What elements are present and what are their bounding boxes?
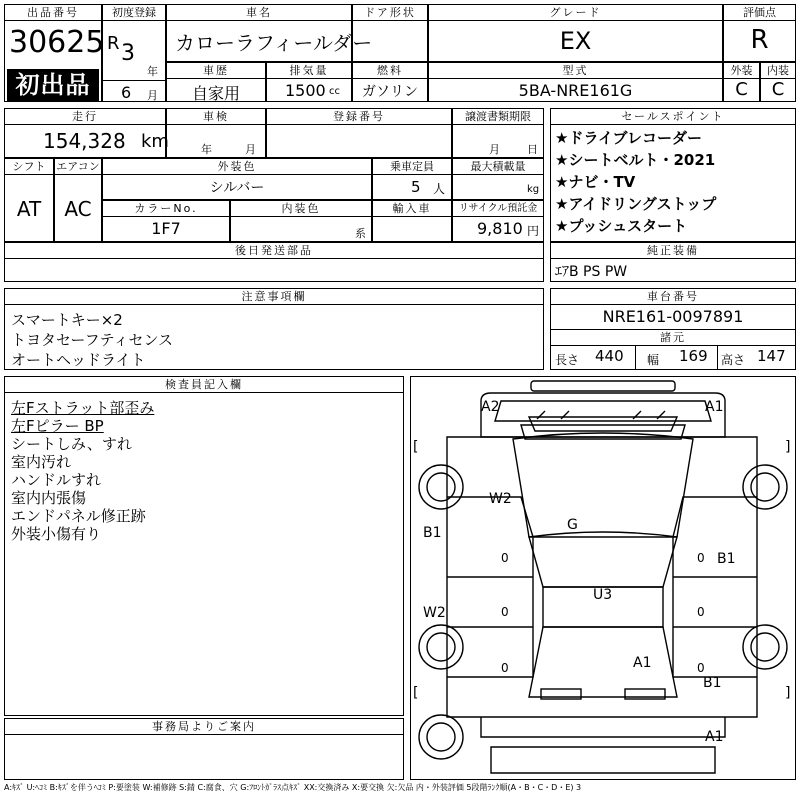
recycle-cell: [452, 200, 544, 242]
diagram-zero: 0: [697, 605, 705, 619]
fuel-label: 燃料: [353, 63, 427, 79]
car-name-cell: [166, 4, 373, 62]
aircon-value: AC: [64, 197, 92, 221]
door-cell: [352, 4, 428, 62]
car-name-label: 車名: [167, 5, 351, 21]
fuel-value: ガソリン: [362, 84, 418, 100]
sales-points-cell: [550, 108, 796, 242]
diagram-mark: A2: [481, 399, 500, 415]
exterior-label: 外装: [724, 63, 759, 79]
capacity-cell: [372, 158, 452, 200]
score-value: R: [750, 25, 769, 55]
diagram-mark: W2: [423, 605, 446, 621]
diagram-mark: B1: [423, 525, 442, 541]
inspection-cell: [166, 108, 266, 158]
model-cell: [428, 62, 723, 102]
grade-value: EX: [559, 27, 592, 55]
bracket-right: ]: [785, 685, 791, 701]
score-label: 評価点: [724, 5, 795, 21]
lot-cell: [4, 4, 105, 102]
score-cell: [723, 4, 796, 62]
displacement-unit: cc: [329, 86, 340, 97]
car-name: カローラフィールダー: [175, 31, 373, 55]
office-cell: [4, 718, 404, 780]
diagram-zero: 0: [501, 661, 509, 675]
diagram-zero: 0: [501, 551, 509, 565]
notes-cell: [4, 288, 544, 370]
max-load-cell: [452, 158, 544, 200]
reg-year: 3: [121, 41, 135, 66]
capacity-value: 5: [411, 178, 421, 196]
car-outline: [411, 377, 795, 779]
mileage-label: 走行: [5, 109, 165, 125]
fuel-cell: [352, 62, 428, 102]
inspector-cell: [4, 376, 404, 716]
int-color-label: 内装色: [231, 201, 371, 217]
inspection-month: 月: [245, 143, 256, 156]
grade-cell: [428, 4, 723, 62]
sales-point-item: ★ナビ・TV: [555, 173, 636, 191]
genuine-label: 純正装備: [551, 243, 795, 259]
max-load-unit: kg: [527, 184, 540, 195]
length-label: 長さ: [555, 353, 580, 367]
int-color-unit: 系: [355, 227, 366, 240]
sales-point-item: ★アイドリングストップ: [555, 195, 717, 213]
sales-point-item: ★プッシュスタート: [555, 217, 688, 235]
ext-color-cell: [102, 158, 372, 200]
displacement-label: 排気量: [267, 63, 351, 79]
inspector-label: 検査員記入欄: [5, 377, 403, 393]
sales-point-item: ★ドライブレコーダー: [555, 129, 702, 147]
import-cell: [372, 200, 452, 242]
lot-label: 出品番号: [5, 5, 101, 21]
height-value: 147: [757, 347, 786, 365]
chassis-label: 車台番号: [551, 289, 795, 305]
later-parts-label: 後日発送部品: [5, 243, 543, 259]
history-label: 車歴: [167, 63, 265, 79]
diagram-mark: W2: [489, 491, 512, 507]
reg-month-unit: 月: [147, 89, 158, 102]
later-parts-cell: [4, 242, 544, 282]
diagram-mark: B1: [717, 551, 736, 567]
shift-label: シフト: [5, 159, 53, 175]
inspector-line: 室内汚れ: [11, 453, 72, 471]
int-color-cell: [230, 200, 372, 242]
dims-label: 諸元: [551, 329, 795, 346]
inspector-line: 左Fストラット部歪み: [11, 399, 155, 417]
notes-line: スマートキー×2: [11, 311, 123, 329]
capacity-unit: 人: [433, 182, 446, 196]
reg-year-unit: 年: [147, 65, 158, 78]
exterior-value: C: [735, 79, 748, 100]
exterior-cell: [723, 62, 760, 102]
bracket-right: ]: [785, 439, 791, 455]
color-no-cell: [102, 200, 230, 242]
interior-value: C: [771, 79, 785, 100]
diagram-mark: A1: [633, 655, 652, 671]
transfer-day: 日: [527, 143, 538, 156]
chassis-value: NRE161-0097891: [602, 307, 744, 326]
max-load-label: 最大積載量: [453, 159, 543, 175]
sales-points-label: セールスポイント: [551, 109, 795, 125]
notes-line: オートヘッドライト: [11, 351, 146, 369]
transfer-cell: [452, 108, 544, 158]
inspection-year: 年: [201, 143, 212, 156]
mileage-unit: km: [141, 131, 169, 152]
bracket-left: [: [413, 685, 419, 701]
ext-color-label: 外装色: [103, 159, 371, 175]
model-label: 型式: [429, 63, 722, 79]
color-no-value: 1F7: [151, 219, 181, 238]
shift-cell: [4, 158, 54, 242]
capacity-label: 乗車定員: [373, 159, 451, 175]
reg-label: 初度登録: [103, 5, 165, 21]
displacement-cell: [266, 62, 352, 102]
mileage-value: 154,328: [43, 129, 126, 153]
recycle-label: リサイクル預託金: [453, 201, 543, 217]
sales-point-item: ★シートベルト・2021: [555, 151, 716, 169]
inspector-line: 左Fピラー BP: [11, 417, 104, 435]
width-label: 幅: [647, 353, 660, 367]
plate-label: 登録番号: [267, 109, 451, 125]
ext-color-value: シルバー: [209, 180, 265, 196]
legend: A:ｷｽﾞ U:ﾍｺﾐ B:ｷｽﾞを伴うﾍｺﾐ P:要塗装 W:補修跡 S:錆 C:腐食、穴 G:ﾌﾛﾝﾄｶﾞﾗｽ点ｷｽﾞ XX:交換済み X:要交換 欠:欠品 内・外装評価 5段階ﾗﾝｸ順(A・B・C・D・E) 3: [4, 783, 582, 792]
interior-cell: [760, 62, 796, 102]
registration-cell: [102, 4, 166, 102]
grade-label: グレード: [429, 5, 722, 21]
aircon-cell: [54, 158, 102, 242]
diagram-mark: G: [567, 517, 578, 533]
inspector-line: 室内内張傷: [11, 489, 87, 507]
diagram-zero: 0: [697, 551, 705, 565]
length-value: 440: [595, 347, 624, 365]
bracket-left: [: [413, 439, 419, 455]
inspector-line: エンドパネル修正跡: [11, 507, 146, 525]
diagram-mark: B1: [703, 675, 722, 691]
recycle-unit: 円: [527, 224, 540, 238]
width-value: 169: [679, 347, 708, 365]
genuine-cell: [550, 242, 796, 282]
height-label: 高さ: [721, 353, 746, 367]
transfer-month: 月: [489, 143, 500, 156]
reg-month: 6: [121, 83, 132, 102]
diagram-zero: 0: [697, 661, 705, 675]
inspector-line: ハンドルすれ: [11, 471, 102, 489]
office-label: 事務局よりご案内: [5, 719, 403, 735]
genuine-value: ｴｱB PS PW: [555, 264, 628, 280]
diagram-mark: U3: [593, 587, 613, 603]
inspector-line: シートしみ、すれ: [11, 435, 132, 453]
door-label: ドア形状: [353, 5, 427, 21]
diagram-zero: 0: [501, 605, 509, 619]
history-value: 自家用: [191, 84, 240, 103]
diagram-mark: A1: [705, 399, 724, 415]
notes-line: トヨタセーフティセンス: [11, 331, 174, 349]
car-diagram: [410, 376, 796, 780]
inspector-line: 外装小傷有り: [11, 525, 102, 543]
lot-number: 30625: [9, 25, 105, 60]
model-value: 5BA-NRE161G: [518, 81, 633, 100]
recycle-value: 9,810: [477, 219, 523, 238]
mileage-cell: [4, 108, 169, 158]
import-label: 輸入車: [373, 201, 451, 217]
shift-value: AT: [16, 197, 42, 221]
first-listing-badge: 初出品: [7, 69, 99, 101]
transfer-label: 譲渡書類期限: [453, 109, 543, 125]
diagram-mark: A1: [705, 729, 724, 745]
plate-cell: [266, 108, 452, 158]
reg-era: R: [107, 33, 120, 54]
inspection-label: 車検: [167, 109, 265, 125]
color-no-label: カラーNo.: [103, 201, 229, 217]
interior-label: 内装: [761, 63, 795, 79]
chassis-cell: [550, 288, 796, 370]
history-cell: [166, 62, 266, 102]
aircon-label: エアコン: [56, 160, 100, 173]
notes-label: 注意事項欄: [5, 289, 543, 305]
displacement-value: 1500: [285, 81, 326, 100]
